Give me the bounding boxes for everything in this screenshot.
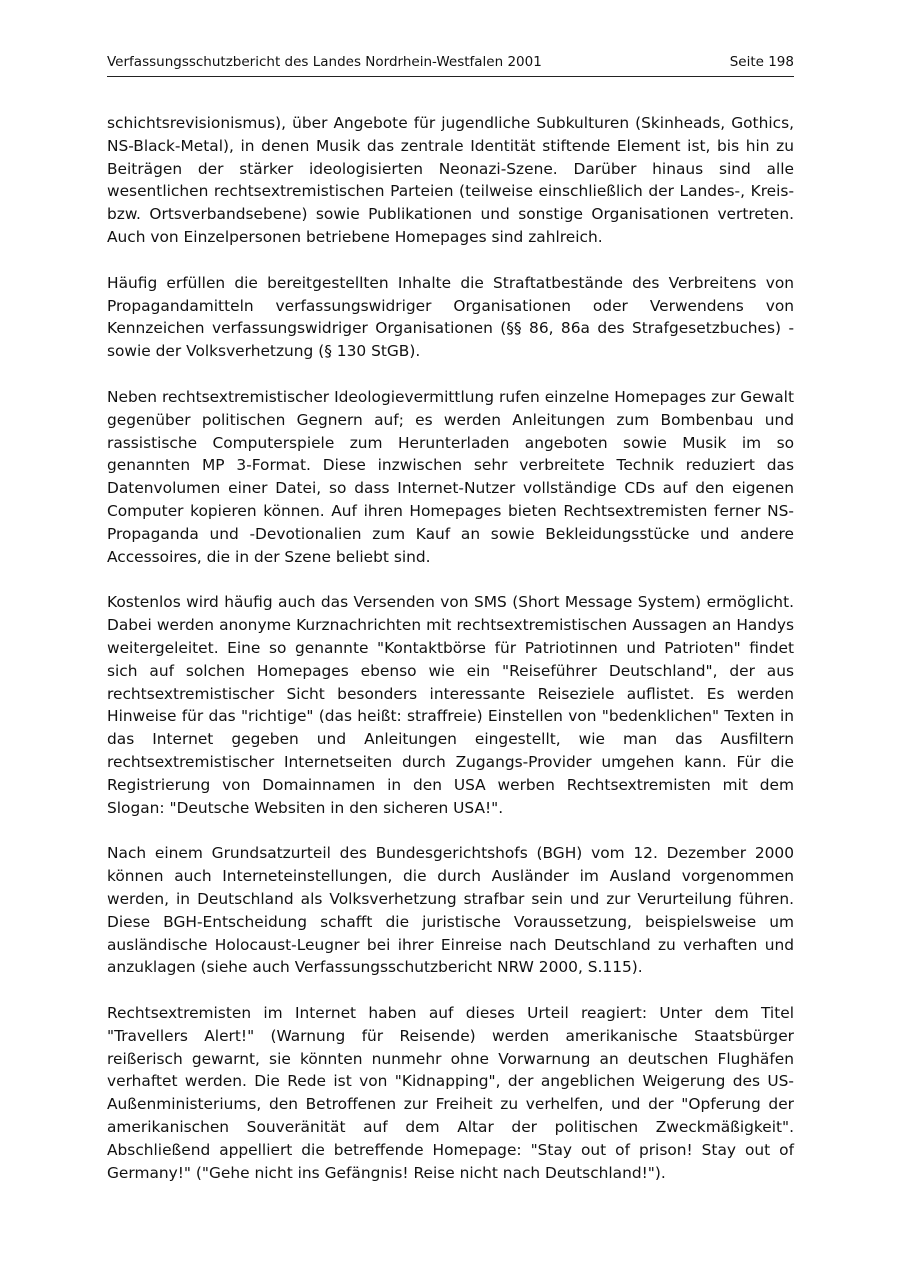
page-body bbox=[107, 112, 794, 1207]
paragraph-4: Kostenlos wird häufig auch das Versenden von SMS (Short Message System) ermöglicht. Dabei werden anonyme Kurznachrichten mit rechtsextremistischen Aussagen an Handys weitergeleitet. Eine so genannte "Kontaktbörse für Patriotinnen und Patrioten" findet sich auf solchen Homepages ebenso wie ein "Reiseführer Deutschland", der aus rechtsextremistischer Sicht besonders interessante Reiseziele auflistet. Es werden Hinweise für das "richtige" (das heißt: straffreie) Einstellen von "bedenklichen" Texten in das Internet gegeben und Anleitungen eingestellt, wie man das Ausfiltern rechtsextremistischer Internetseiten durch Zugangs-Provider umgehen kann. Für die Registrierung von Domainnamen in den USA werben Rechtsextremisten mit dem Slogan: "Deutsche Websiten in den sicheren USA!". bbox=[107, 593, 794, 817]
page-header bbox=[107, 54, 794, 76]
paragraph-2: Häufig erfüllen die bereitgestellten Inhalte die Straftatbestände des Verbreitens von Propagandamitteln verfassungswidriger Organisationen oder Verwendens von Kennzeichen verfassungswidriger Organisationen (§§ 86, 86a des Strafgesetzbuches) - sowie der Volksverhetzung (§ 130 StGB). bbox=[107, 273, 794, 361]
paragraph-5: Nach einem Grundsatzurteil des Bundesgerichtshofs (BGH) vom 12. Dezember 2000 können auch Interneteinstellungen, die durch Ausländer im Ausland vorgenommen werden, in Deutschland als Volksverhetzung strafbar sein und zur Verurteilung führen. Diese BGH-Entscheidung schafft die juristische Voraussetzung, beispielsweise um ausländische Holocaust-Leugner bei ihrer Einreise nach Deutschland zu verhaften und anzuklagen (siehe auch Verfassungsschutzbericht NRW 2000, S.115). bbox=[107, 844, 794, 977]
page-number: Seite 198 bbox=[729, 54, 794, 70]
paragraph-1: schichtsrevisionismus), über Angebote für jugendliche Subkulturen (Skinheads, Gothics, NS-Black-Metal), in denen Musik das zentrale Identität stiftende Element ist, bis hin zu Beiträgen der stärker ideologisierten Neonazi-Szene. Darüber hinaus sind alle wesentlichen rechtsextremistischen Parteien (teilweise einschließlich der Landes-, Kreis- bzw. Ortsverbandsebene) sowie Publikationen und sonstige Organisationen vertreten. Auch von Einzelpersonen betriebene Homepages sind zahlreich. bbox=[107, 114, 794, 246]
paragraph-6: Rechtsextremisten im Internet haben auf dieses Urteil reagiert: Unter dem Titel "Travellers Alert!" (Warnung für Reisende) werden amerikanische Staatsbürger reißerisch gewarnt, sie könnten nunmehr ohne Vorwarnung an deutschen Flughäfen verhaftet werden. Die Rede ist von "Kidnapping", der angeblichen Weigerung des US-Außenministeriums, den Betroffenen zur Freiheit zu verhelfen, und der "Opferung der amerikanischen Souveränität auf dem Altar der politischen Zweckmäßigkeit". Abschließend appelliert die betreffende Homepage: "Stay out of prison! Stay out of Germany!" ("Gehe nicht ins Gefängnis! Reise nicht nach Deutschland!"). bbox=[107, 1004, 794, 1182]
header-divider bbox=[107, 76, 794, 77]
paragraph-3: Neben rechtsextremistischer Ideologievermittlung rufen einzelne Homepages zur Gewalt gegenüber politischen Gegnern auf; es werden Anleitungen zum Bombenbau und rassistische Computerspiele zum Herunterladen angeboten sowie Musik im so genannten MP 3-Format. Diese inzwischen sehr verbreitete Technik reduziert das Datenvolumen einer Datei, so dass Internet-Nutzer vollständige CDs auf den eigenen Computer kopieren können. Auf ihren Homepages bieten Rechtsextremisten ferner NS-Propaganda und -Devotionalien zum Kauf an sowie Bekleidungsstücke und andere Accessoires, die in der Szene beliebt sind. bbox=[107, 387, 794, 566]
document-title: Verfassungsschutzbericht des Landes Nordrhein-Westfalen 2001 bbox=[107, 54, 542, 70]
